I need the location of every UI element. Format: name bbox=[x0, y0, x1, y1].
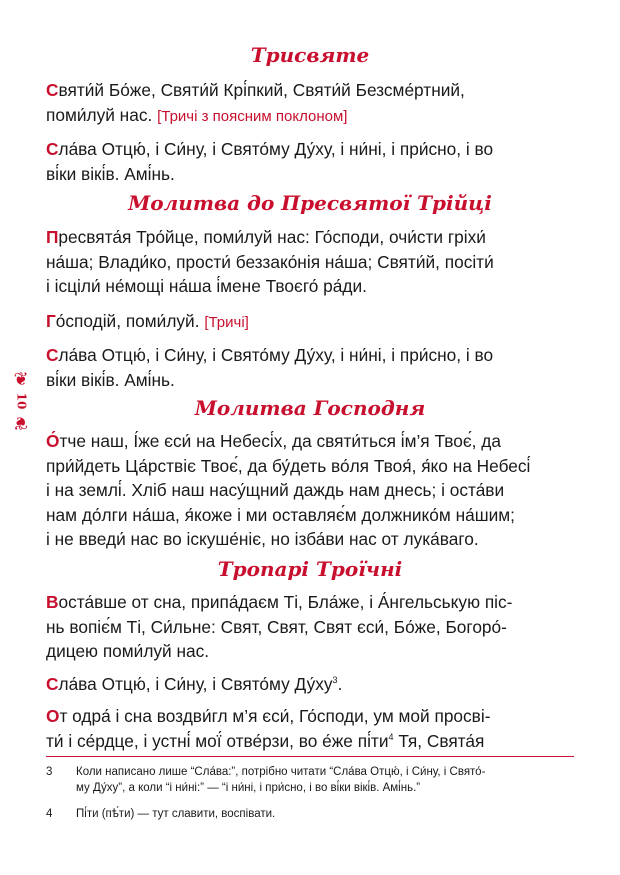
footnote-number: 3 bbox=[46, 766, 53, 778]
drop-cap: О bbox=[46, 706, 60, 726]
drop-cap: О́ bbox=[46, 431, 60, 451]
drop-cap: Г bbox=[46, 311, 56, 331]
heading-prayer-trinity: Молитва до Пресвятої Трійці bbox=[128, 191, 492, 215]
drop-cap: С bbox=[46, 80, 59, 100]
text-line: му Ду́ху”, а коли “і ни́ні:” — “і ни́ні, і при́сно, і во ві́ки вікі́в. Амі́нь.” bbox=[76, 782, 421, 794]
paragraph bbox=[46, 672, 574, 697]
heading-troparia: Тропарі Троїчні bbox=[217, 557, 403, 581]
drop-cap: В bbox=[46, 592, 59, 612]
text-line: ла́ва Отцю́, і Си́ну, і Свято́му Ду́ху, і ни́ні, і при́сно, і во bbox=[58, 139, 494, 159]
paragraph bbox=[46, 225, 574, 299]
footnote-text bbox=[76, 764, 574, 796]
text-line: поми́луй нас. bbox=[46, 104, 158, 125]
heading-lords-prayer: Молитва Господня bbox=[194, 396, 426, 420]
drop-cap: С bbox=[46, 345, 59, 365]
paragraph bbox=[46, 137, 574, 186]
drop-cap: П bbox=[46, 227, 59, 247]
text-line: тче наш, І́же єси́ на Небесі́х, да святи́ться і́м’я Твоє́, да bbox=[59, 431, 501, 451]
page-margin-ornament bbox=[8, 370, 34, 432]
text-line: ла́ва Отцю́, і Си́ну, і Свято́му Ду́ху bbox=[58, 674, 333, 694]
paragraph bbox=[46, 429, 574, 552]
paragraph bbox=[46, 78, 574, 129]
footnote-divider bbox=[46, 756, 574, 757]
paragraph bbox=[46, 309, 574, 336]
footnote-text: Пі́ти (пѣ́ти) — тут славити, воспівати. bbox=[76, 808, 276, 820]
text-line: ла́ва Отцю́, і Си́ну, і Свято́му Ду́ху, і ни́ні, і при́сно, і во bbox=[58, 345, 494, 365]
footnote-ref[interactable]: 3 bbox=[332, 675, 338, 686]
text-line: на́ша; Влади́ко, прости́ беззако́нія на́ша; Святи́й, посіти́ bbox=[46, 251, 494, 272]
text-line: ві́ки вікі́в. Амі́нь. bbox=[46, 163, 175, 184]
text-line: при́йдеть Ца́рствіє Твоє́, да бу́деть во́ля Твоя́, я́ко на Небесі́ bbox=[46, 455, 531, 476]
text-line: о́сподій, поми́луй. bbox=[55, 311, 205, 331]
text-line: . bbox=[337, 674, 343, 694]
footnote bbox=[46, 806, 574, 822]
text-line: вяти́й Бо́же, Святи́й Крі́пкий, Святи́й Безсме́ртний, bbox=[58, 80, 465, 100]
text-line: ти́ і се́рдце, і устні́ мої́ отве́рзи, во е́же пі́ти bbox=[46, 730, 389, 751]
text-line: нам до́лги на́ша, я́коже і ми оставляє́м должнико́м на́шим; bbox=[46, 504, 515, 525]
text-line: і на землі́. Хліб наш насу́щний даждь нам днесь; і оста́ви bbox=[46, 480, 505, 501]
text-line: дицею поми́луй нас. bbox=[46, 641, 210, 662]
text-line: нь вопіє́м Ті, Си́льне: Свят, Свят, Свят єси́, Бо́же, Богоро́- bbox=[46, 616, 507, 637]
drop-cap: С bbox=[46, 674, 59, 694]
text-line: Тя, Свята́я bbox=[393, 730, 485, 751]
text-line: ві́ки вікі́в. Амі́нь. bbox=[46, 369, 175, 390]
text-line: т одра́ і сна воздви́гл м’я єси́, Го́споди, ум мой просві- bbox=[59, 706, 491, 726]
footnote-number: 4 bbox=[46, 808, 53, 820]
fleuron-icon: ❦ bbox=[13, 369, 29, 390]
paragraph bbox=[46, 590, 574, 664]
text-line: і ісціли́ не́мощі на́ша і́мене Твоєго́ ра́ди. bbox=[46, 276, 367, 297]
rubric: [Тричі з поясним поклоном] bbox=[157, 107, 348, 125]
text-line: Коли написано лише “Сла́ва:”, потрібно читати “Сла́ва Отцю́, і Си́ну, і Свято́- bbox=[76, 766, 486, 778]
footnote-ref[interactable]: 4 bbox=[388, 731, 394, 742]
text-line: оста́вше от сна, припа́даєм Ті, Бла́же, і А́нгельськую піс- bbox=[58, 592, 513, 612]
page-number: 10 bbox=[13, 392, 28, 410]
paragraph bbox=[46, 704, 574, 753]
paragraph bbox=[46, 343, 574, 392]
heading-trisvyate: Трисвяте bbox=[250, 43, 370, 67]
fleuron-icon: ❦ bbox=[13, 412, 29, 433]
footnote bbox=[46, 764, 574, 796]
text-line: ресвята́я Тро́йце, поми́луй нас: Го́споди, очи́сти гріхи́ bbox=[58, 227, 486, 247]
text-line: і не введи́ нас во іскуше́ніє, но ізба́ви нас от лука́ваго. bbox=[46, 529, 479, 550]
rubric: [Тричі] bbox=[204, 314, 249, 331]
drop-cap: С bbox=[46, 139, 59, 159]
